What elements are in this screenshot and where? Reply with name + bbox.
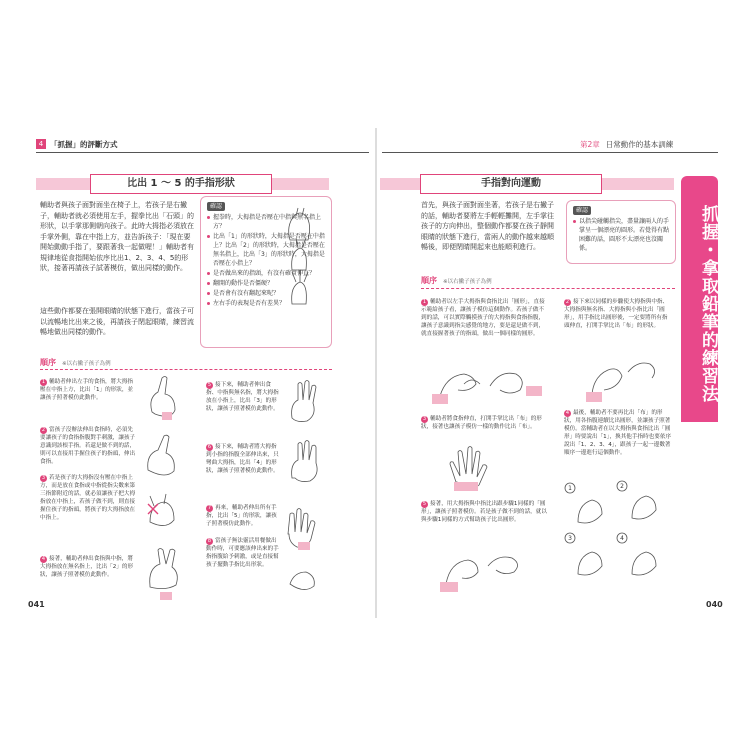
right-step1-hands-illustration — [430, 356, 550, 412]
memo-item: 以指尖碰觸指尖，盡量讓兩人的手掌呈一個漂亮的圓形。若覺得有點困難的話，圓形不太漂亮也沒關係。 — [573, 217, 669, 253]
order-note: ※以右撇子孩子為例 — [62, 361, 111, 367]
step-text: 接著，用大拇指與中指比出跟步驟1同樣的「圓形」，讓孩子照著模仿。若是孩子做不到的話，就以與步驟1同樣的方式幫助孩子比出圓形。 — [421, 501, 547, 523]
right-header-title: 日常動作的基本訓練 — [605, 139, 674, 149]
left-header-rule — [36, 152, 369, 153]
step-number: 7 — [207, 505, 212, 511]
right-step-4 — [564, 409, 672, 457]
step-text: 輔助者以左手大拇指與食指比出「圓形」，直接示範給孩子看，讓孩子模仿這個動作。若孩子做不到的話，可以實際觸摸孩子的大拇指與食指指腹，讓孩子意識到指尖感覺的地方，要是還是做不到，就直接握著孩子的指頭，做出一個同樣的圓形。 — [421, 299, 545, 337]
right-step2-hands-illustration — [578, 348, 673, 403]
step-number: 5 — [207, 382, 212, 388]
circled-label: 4 — [620, 535, 624, 542]
right-order-heading — [421, 275, 492, 286]
right-step4-sequence-illustration — [560, 478, 675, 596]
left-header-title: 「抓握」的評斷方式 — [50, 139, 118, 149]
left-page-number: 041 — [28, 600, 45, 609]
step-number: 2 — [565, 299, 570, 305]
step-text: 接下來，輔助者將大拇指到小指的指腹全部伸出來，只彎曲大拇指，比出「4」的形狀，讓孩子照著模仿此動作。 — [206, 444, 279, 474]
order-title: 順序 — [421, 276, 437, 285]
step-number: 3 — [422, 416, 427, 422]
step-text: 當孩子無法靈活用餐做出動作時，可要應該伸出來的手指指腹給予刺激，或是直接幫孩子擺動手指比出形狀。 — [206, 538, 279, 568]
order-title: 順序 — [40, 358, 56, 367]
right-step-2 — [564, 298, 672, 330]
right-step-1 — [421, 298, 549, 338]
left-body-paragraph-1: 輔助者與孩子面對面坐在椅子上，若孩子是右撇子，輔助者就必須使用左手，握拳比出「石頭」的形狀，以手掌那側朝向孩子。此時大拇指必須放在手掌外側，靠在中指上方，並告訴孩子：「現在要開始動動手指了，要跟著我一起做喔！」輔助者有規律地從食指開始依序比出1、2、3、4、5的形狀，接著再請孩子試著模仿，做出同樣的動作。 — [40, 201, 194, 272]
step-text: 若是孩子的大拇指沒有壓在中指上方，而是放在食指或中指從指尖數來第三指節附近的話，就必須讓孩子把大拇指放在中指上，若孩子做不到，則直接握住孩子的指頭，將孩子的大拇指放在中指上。 — [40, 475, 136, 521]
memo-item: 握拳時，大拇指是否壓在中指與無名指上方？ — [207, 213, 325, 231]
left-hand-illustrations-col2 — [282, 374, 332, 604]
right-step5-hands-illustration — [432, 540, 542, 596]
chapter-side-tab: 抓握・拿取鉛筆的練習法 — [681, 176, 718, 422]
step-text: 輔助者將食指伸直，打開手掌比出「布」的形狀，接著也讓孩子模仿一樣的動作比出「布」。 — [421, 416, 542, 430]
right-body-paragraph: 首先，與孩子面對面坐著，若孩子是右撇子的話，輔助者要將左手輕輕攤開，左手掌往孩子的方向伸出，整個動作都要在孩子靜開眼睛的狀態下進行，當兩人的動作越來越順暢後，即便閉睛開起來也能順利進行。 — [421, 201, 554, 251]
left-step-2 — [40, 426, 136, 466]
check-tag: 確認 — [573, 206, 591, 215]
left-step-7 — [206, 504, 280, 528]
right-step-5 — [421, 500, 549, 524]
left-step-4 — [40, 555, 136, 579]
right-check-memo — [566, 200, 676, 264]
left-hand-illustrations-col1 — [140, 372, 202, 610]
left-step-5 — [206, 381, 280, 413]
left-order-rule — [40, 369, 332, 371]
right-order-rule — [421, 288, 675, 290]
left-header — [36, 137, 118, 151]
step-text: 輔助者伸出左手的食指，將大拇指壓在中指上方，比出「1」的形狀，並讓孩子照著模仿此動作。 — [40, 379, 134, 401]
chapter-number-badge: 4 — [36, 139, 46, 149]
step-number: 5 — [422, 501, 427, 507]
left-memo-hand-illustrations — [278, 200, 326, 330]
left-step-8 — [206, 537, 280, 569]
step-number: 6 — [207, 444, 212, 450]
step-number: 2 — [41, 427, 46, 433]
memo-item: 翻開的動作是否僵硬？ — [207, 279, 325, 288]
left-order-heading — [40, 357, 111, 368]
step-text: 接著，輔助者伸出食指與中指，將大拇指放在無名指上，比出「2」的形狀，讓孩子照著模仿此動作。 — [40, 556, 134, 578]
right-header — [580, 137, 673, 151]
right-step3-open-hand-illustration — [436, 438, 516, 492]
left-step-6 — [206, 443, 280, 475]
left-section-title: 比出 1 ～ 5 的手指形狀 — [90, 174, 272, 194]
left-body-paragraph-2: 這些動作都要在張開眼睛的狀態下進行，當孩子可以流暢地比出來之後，再請孩子閉起眼睛，練習流暢地做出同樣的動作。 — [40, 307, 194, 336]
memo-item: 比出「1」的形狀時，大拇指是否壓在中指上？比出「2」的形狀時，大拇指是否壓在無名指上，比出「3」的形狀時，大拇指是否壓在小指上？ — [207, 232, 325, 268]
step-number: 3 — [41, 475, 46, 481]
circled-label: 1 — [568, 485, 572, 492]
memo-item: 是否會有沒有翻起來呢？ — [207, 289, 325, 298]
circled-label: 2 — [620, 483, 624, 490]
step-number: 8 — [207, 538, 212, 544]
right-section-title: 手指對向運動 — [420, 174, 602, 194]
step-text: 接下來，輔助者伸出食指、中指與無名指，將大拇指放在小指上，比出「3」的形狀，讓孩子照著模仿此動作。 — [206, 382, 279, 412]
check-tag: 確認 — [207, 202, 225, 211]
circled-label: 3 — [568, 535, 572, 542]
step-number: 1 — [41, 379, 46, 385]
left-step-3 — [40, 474, 136, 522]
step-number: 4 — [565, 410, 570, 416]
right-step-3 — [421, 415, 549, 431]
right-header-rule — [382, 152, 718, 153]
step-number: 1 — [422, 299, 427, 305]
memo-item: 是否做出來的指頭，有沒有確實伸直？ — [207, 269, 325, 278]
step-text: 最後，輔助者不要再比出「布」的形狀，用各指腹連續比出圓形，並讓孩子照著模仿。當輔助者在以大拇指與食指比出「圓形」時要說出「1」，換其他手指時也要依序說出「1、2、3、4」，跟孩子一起一邊數著順序一邊進行這個動作。 — [564, 410, 672, 456]
memo-item: 左右手的表現是否有差異？ — [207, 299, 325, 308]
right-page-number: 040 — [706, 600, 723, 609]
right-header-chapter: 第2章 — [580, 139, 600, 149]
left-step-1 — [40, 378, 136, 402]
step-text: 當孩子沒辦法伸出食指時，必須先要讓孩子的食指指腹對手刺激，讓孩子意識到該根手指。若還是做不到的話，則可以直接用手握住孩子的指頭，伸出食指。 — [40, 427, 136, 465]
step-text: 接下來以同樣的步驟使大拇指與中指、大拇指與無名指、大拇指與小指比出「圓形」，用手指比出圓形後，一定要將所有指頭伸直，打開手掌比出「布」的形狀。 — [564, 299, 669, 329]
order-note: ※以右撇子孩子為例 — [443, 279, 492, 285]
step-text: 再來，輔助者伸出所有手指，比出「5」的形狀，讓孩子照著模仿此動作。 — [206, 505, 277, 527]
step-number: 4 — [41, 556, 46, 562]
page-gutter — [375, 128, 377, 618]
